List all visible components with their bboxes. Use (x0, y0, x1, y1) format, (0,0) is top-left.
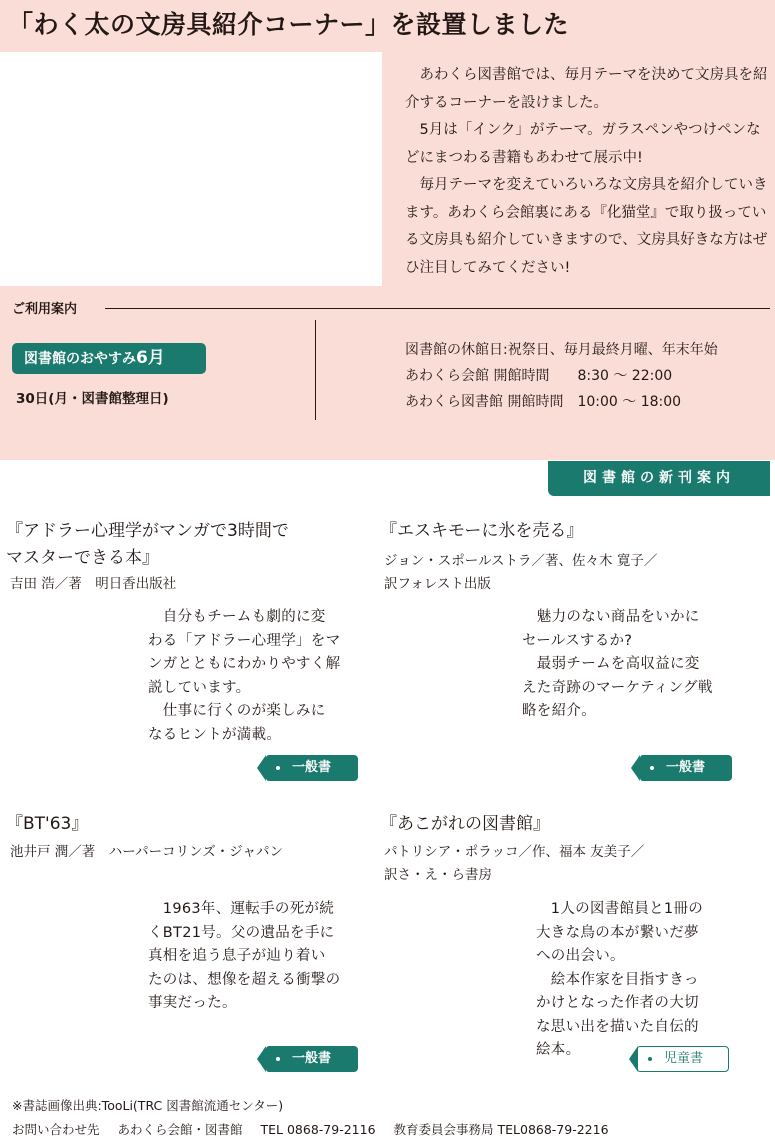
tag-hole-icon (650, 766, 654, 770)
book-description (536, 898, 703, 1063)
book-description (148, 898, 340, 1016)
book-title (6, 518, 289, 572)
tag-label: 一般書 (666, 760, 706, 775)
book-desc-line: たのは、想像を超える衝撃の (148, 971, 341, 988)
book-desc-line: 大きな鳥の本が繋いだ夢 (536, 924, 699, 941)
category-tag (266, 755, 358, 781)
book-title (380, 518, 583, 545)
book-author (10, 841, 283, 864)
book-description (148, 606, 340, 747)
book-desc-line: 事実だった。 (148, 995, 237, 1011)
book-desc-line: 仕事に行くのが楽しみに (148, 703, 326, 719)
book-desc-line: かけとなった作者の大切 (536, 995, 699, 1011)
book-author-line: 吉田 浩／著 明日香出版社 (10, 576, 177, 592)
closed-badge (12, 343, 206, 374)
intro-paragraph: 毎月テーマを変えていろいろな文房具を紹介していきます。あわくら会館裏にある『化猫堂』で取り扱っている文房具も紹介していきますので、文房具好きな方はぜひ注目してみてください! (405, 177, 768, 276)
tag-label: 児童書 (664, 1051, 704, 1066)
contact-tel-board: 教育委員会事務局 TEL0868-79-2216 (393, 1122, 609, 1137)
book-desc-line: 最弱チームを高収益に変 (522, 656, 700, 672)
category-tag (640, 755, 732, 781)
book-desc-line: ンガとともにわかりやすく解 (148, 656, 341, 672)
image-credit: ※書誌画像出典:TooLi(TRC 図書館流通センター) (12, 1098, 284, 1113)
tag-hole-icon (276, 1057, 280, 1061)
intro-paragraph: あわくら図書館では、毎月テーマを決めて文房具を紹介するコーナーを設けました。 (405, 67, 768, 111)
book-author-line: パトリシア・ポラッコ／作、福本 友美子／ (384, 844, 645, 860)
intro-text (405, 62, 771, 282)
book-title-line: 『エスキモーに氷を売る』 (380, 521, 584, 541)
tag-hole-icon (276, 766, 280, 770)
book-desc-line: 絵本。 (536, 1042, 581, 1058)
display-photo (0, 52, 382, 286)
hall-hours: あわくら会館 開館時間 8:30 〜 22:00 (405, 368, 673, 384)
guide-label: ご利用案内 (12, 302, 78, 317)
book-author (384, 841, 644, 887)
book-desc-line: 略を紹介。 (522, 703, 596, 719)
category-tag (637, 1046, 729, 1072)
book-desc-line: えた奇跡のマーケティング戦 (522, 679, 713, 696)
book-author (384, 550, 657, 596)
contact-tel: TEL 0868-79-2116 (260, 1122, 376, 1137)
tag-hole-icon (648, 1057, 652, 1061)
tag-label: 一般書 (292, 1051, 332, 1066)
tag-label: 一般書 (292, 760, 332, 775)
book-desc-line: への出会い。 (536, 948, 625, 964)
contact-line (12, 1120, 623, 1138)
book-desc-line: なるヒントが満載。 (148, 726, 282, 743)
book-author (10, 573, 176, 596)
book-description (522, 606, 713, 724)
book-author-line: 訳さ・え・ら書房 (384, 867, 492, 883)
book-title-line: 『BT'63』 (6, 814, 89, 834)
book-desc-line: わる「アドラー心理学」をマ (148, 632, 341, 649)
book-desc-line: 自分もチームも劇的に変 (148, 609, 326, 625)
book-desc-line: 真相を追う息子が辿り着い (148, 948, 326, 964)
book-author-line: ジョン・スポールストラ／著、佐々木 寛子／ (384, 553, 658, 569)
book-desc-line: 魅力のない商品をいかに (522, 609, 700, 625)
closed-dates: 30日(月・図書館整理日) (16, 391, 169, 407)
book-desc-line: な思い出を描いた自伝的 (536, 1018, 699, 1035)
book-title-line: マスターできる本』 (6, 548, 159, 568)
library-holidays: 図書館の休館日:祝祭日、毎月最終月曜、年末年始 (405, 342, 718, 358)
book-title-line: 『アドラー心理学がマンガで3時間で (6, 521, 289, 541)
contact-place: あわくら会館・図書館 (117, 1122, 243, 1137)
book-desc-line: 説しています。 (148, 679, 251, 696)
guide-divider (105, 308, 770, 309)
book-desc-line: くBT21号。父の遺品を手に (148, 924, 335, 941)
headline: 「わく太の文房具紹介コーナー」を設置しました (8, 10, 570, 39)
book-desc-line: 1963年、運転手の死が続 (148, 901, 335, 917)
intro-paragraph: 5月は「インク」がテーマ。ガラスペンやつけペンなどにまつわる書籍もあわせて展示中! (405, 122, 761, 166)
book-title (380, 811, 550, 838)
closed-month: 6月 (136, 348, 165, 368)
book-desc-line: セールスするか? (522, 632, 633, 649)
category-tag (266, 1046, 358, 1072)
newbooks-tab: 図書館の新刊案内 (548, 461, 770, 496)
vertical-divider (315, 320, 316, 420)
library-hours: あわくら図書館 開館時間 10:00 〜 18:00 (405, 394, 682, 410)
contact-label: お問い合わせ先 (12, 1122, 100, 1137)
closed-badge-label: 図書館のおやすみ (24, 351, 136, 367)
book-author-line: 池井戸 潤／著 ハーパーコリンズ・ジャパン (10, 844, 283, 860)
book-desc-line: 1人の図書館員と1冊の (536, 901, 704, 917)
book-desc-line: 絵本作家を目指すきっ (536, 971, 699, 988)
book-title (6, 811, 88, 838)
book-title-line: 『あこがれの図書館』 (380, 814, 550, 834)
book-author-line: 訳フォレスト出版 (384, 576, 491, 592)
